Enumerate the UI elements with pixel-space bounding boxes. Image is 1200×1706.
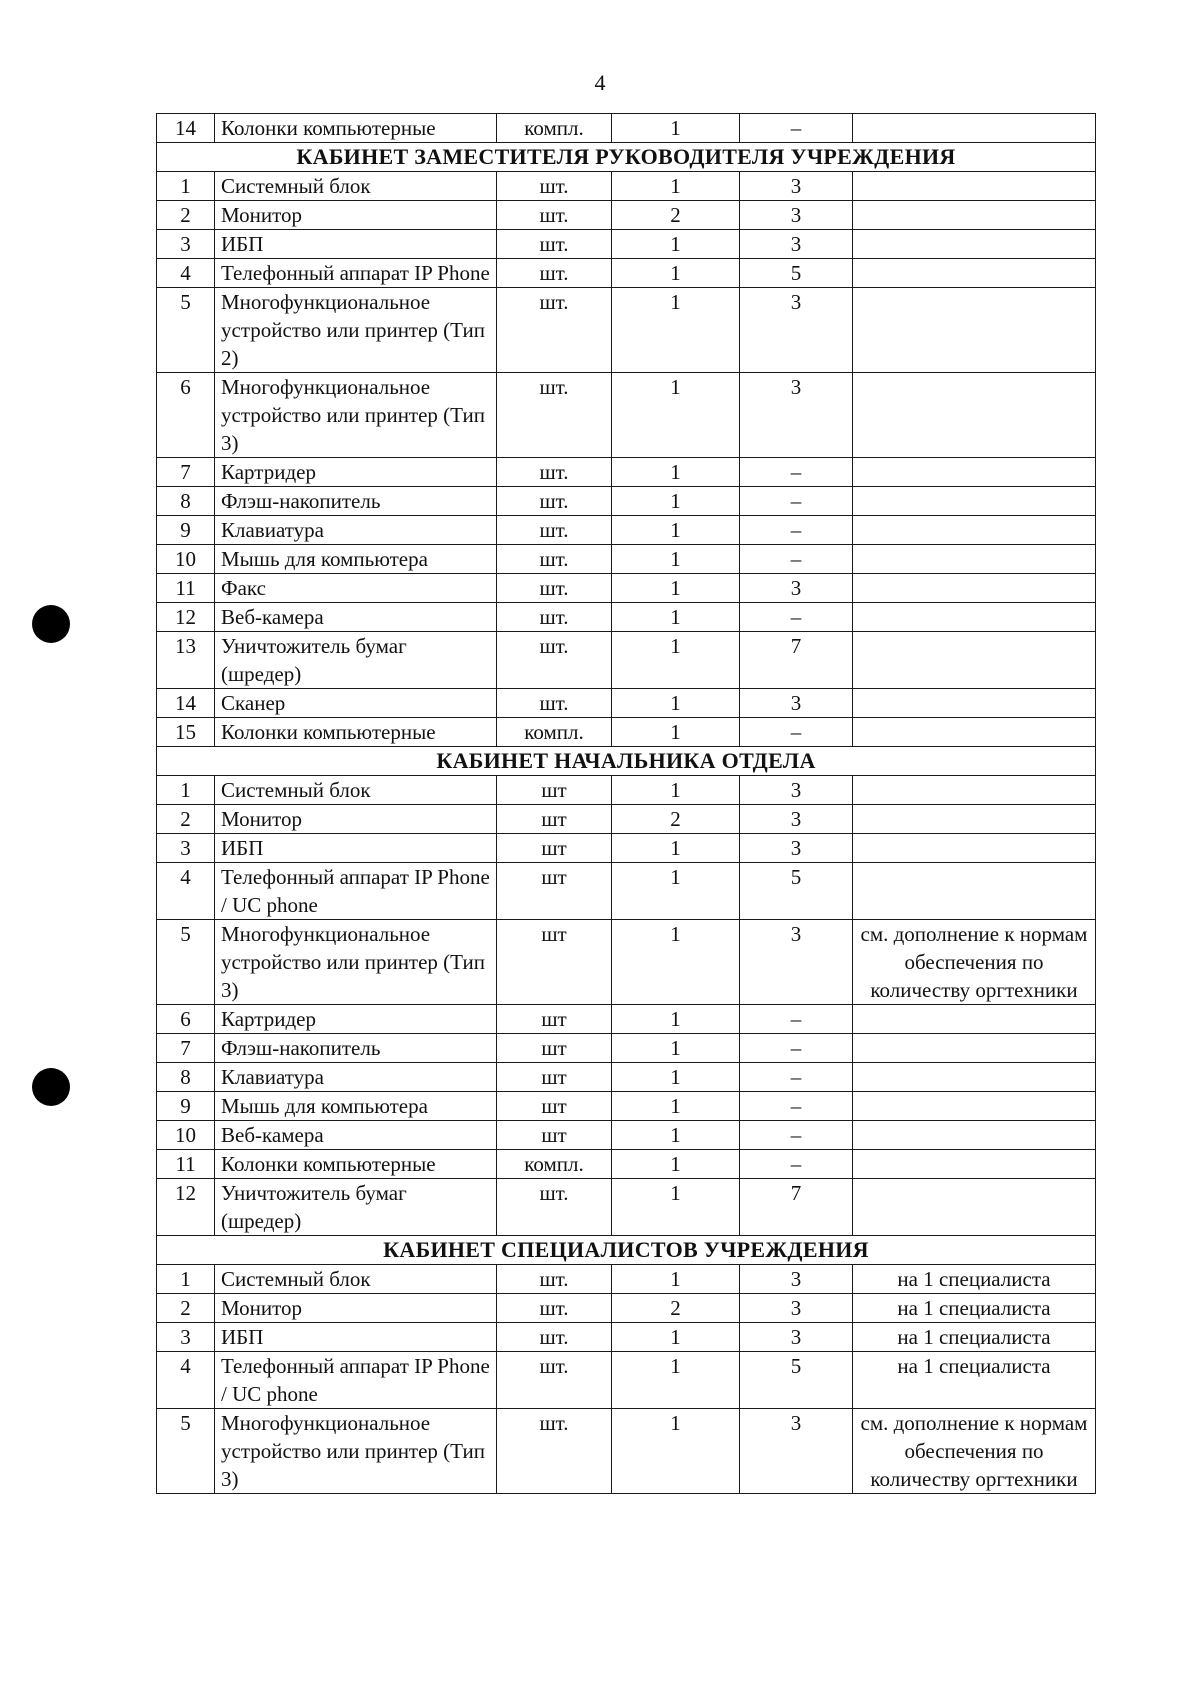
item-unit: шт. bbox=[497, 545, 612, 574]
item-quantity: 1 bbox=[612, 834, 740, 863]
section-title: КАБИНЕТ СПЕЦИАЛИСТОВ УЧРЕЖДЕНИЯ bbox=[157, 1236, 1096, 1265]
item-service-years: – bbox=[740, 1121, 853, 1150]
item-unit: шт bbox=[497, 1063, 612, 1092]
item-note: на 1 специалиста bbox=[853, 1265, 1096, 1294]
item-note bbox=[853, 863, 1096, 920]
item-quantity: 1 bbox=[612, 458, 740, 487]
item-quantity: 1 bbox=[612, 1352, 740, 1409]
item-name: Многофункциональное устройство или принтер (Тип 3) bbox=[215, 1409, 497, 1494]
item-quantity: 1 bbox=[612, 776, 740, 805]
item-unit: шт. bbox=[497, 1352, 612, 1409]
punch-hole-1 bbox=[32, 605, 70, 643]
table-row bbox=[157, 172, 1096, 201]
table-row bbox=[157, 776, 1096, 805]
item-note bbox=[853, 172, 1096, 201]
row-number: 1 bbox=[157, 776, 215, 805]
item-name: Монитор bbox=[215, 1294, 497, 1323]
row-number: 1 bbox=[157, 1265, 215, 1294]
section-header-row bbox=[157, 1236, 1096, 1265]
table-row bbox=[157, 1005, 1096, 1034]
row-number: 4 bbox=[157, 259, 215, 288]
row-number: 4 bbox=[157, 1352, 215, 1409]
row-number: 9 bbox=[157, 516, 215, 545]
item-quantity: 1 bbox=[612, 920, 740, 1005]
item-note: на 1 специалиста bbox=[853, 1323, 1096, 1352]
item-note bbox=[853, 201, 1096, 230]
item-note bbox=[853, 1121, 1096, 1150]
item-service-years: – bbox=[740, 114, 853, 143]
row-number: 12 bbox=[157, 603, 215, 632]
item-unit: компл. bbox=[497, 718, 612, 747]
item-note bbox=[853, 114, 1096, 143]
item-name: ИБП bbox=[215, 230, 497, 259]
item-unit: шт. bbox=[497, 603, 612, 632]
section-header-row bbox=[157, 143, 1096, 172]
row-number: 3 bbox=[157, 230, 215, 259]
item-unit: шт. bbox=[497, 373, 612, 458]
item-note bbox=[853, 718, 1096, 747]
section-title: КАБИНЕТ НАЧАЛЬНИКА ОТДЕЛА bbox=[157, 747, 1096, 776]
item-name: Системный блок bbox=[215, 172, 497, 201]
item-note bbox=[853, 805, 1096, 834]
row-number: 3 bbox=[157, 834, 215, 863]
item-quantity: 1 bbox=[612, 632, 740, 689]
table-row bbox=[157, 632, 1096, 689]
item-service-years: 3 bbox=[740, 920, 853, 1005]
item-unit: шт. bbox=[497, 1409, 612, 1494]
table-row bbox=[157, 574, 1096, 603]
row-number: 13 bbox=[157, 632, 215, 689]
item-name: Мышь для компьютера bbox=[215, 1092, 497, 1121]
table-row bbox=[157, 1294, 1096, 1323]
item-name: Флэш-накопитель bbox=[215, 1034, 497, 1063]
row-number: 14 bbox=[157, 114, 215, 143]
item-quantity: 1 bbox=[612, 718, 740, 747]
item-note bbox=[853, 288, 1096, 373]
item-unit: шт. bbox=[497, 1323, 612, 1352]
item-unit: шт. bbox=[497, 487, 612, 516]
item-service-years: 3 bbox=[740, 373, 853, 458]
item-service-years: 3 bbox=[740, 574, 853, 603]
section-title: КАБИНЕТ ЗАМЕСТИТЕЛЯ РУКОВОДИТЕЛЯ УЧРЕЖДЕНИЯ bbox=[157, 143, 1096, 172]
row-number: 6 bbox=[157, 373, 215, 458]
item-unit: шт bbox=[497, 1034, 612, 1063]
row-number: 15 bbox=[157, 718, 215, 747]
item-service-years: 3 bbox=[740, 805, 853, 834]
item-name: Многофункциональное устройство или принтер (Тип 2) bbox=[215, 288, 497, 373]
item-service-years: – bbox=[740, 487, 853, 516]
row-number: 11 bbox=[157, 1150, 215, 1179]
item-service-years: 3 bbox=[740, 1294, 853, 1323]
item-service-years: – bbox=[740, 1092, 853, 1121]
item-unit: компл. bbox=[497, 1150, 612, 1179]
punch-hole-2 bbox=[32, 1068, 70, 1106]
item-name: Телефонный аппарат IP Phone / UC phone bbox=[215, 1352, 497, 1409]
item-service-years: 5 bbox=[740, 863, 853, 920]
item-quantity: 1 bbox=[612, 1034, 740, 1063]
item-name: Уничтожитель бумаг (шредер) bbox=[215, 1179, 497, 1236]
item-quantity: 1 bbox=[612, 1063, 740, 1092]
item-unit: шт bbox=[497, 805, 612, 834]
item-quantity: 1 bbox=[612, 288, 740, 373]
item-unit: шт. bbox=[497, 1179, 612, 1236]
item-service-years: 3 bbox=[740, 834, 853, 863]
item-note bbox=[853, 689, 1096, 718]
row-number: 7 bbox=[157, 1034, 215, 1063]
item-name: Системный блок bbox=[215, 1265, 497, 1294]
equipment-table bbox=[156, 113, 1096, 1494]
table-row bbox=[157, 834, 1096, 863]
row-number: 2 bbox=[157, 805, 215, 834]
table-row bbox=[157, 1150, 1096, 1179]
item-unit: шт. bbox=[497, 259, 612, 288]
table-row bbox=[157, 1063, 1096, 1092]
item-note bbox=[853, 230, 1096, 259]
item-quantity: 1 bbox=[612, 259, 740, 288]
item-service-years: – bbox=[740, 1150, 853, 1179]
item-service-years: – bbox=[740, 1005, 853, 1034]
item-quantity: 1 bbox=[612, 373, 740, 458]
item-unit: шт bbox=[497, 863, 612, 920]
item-quantity: 1 bbox=[612, 1265, 740, 1294]
item-quantity: 1 bbox=[612, 1179, 740, 1236]
table-row bbox=[157, 230, 1096, 259]
item-unit: шт. bbox=[497, 516, 612, 545]
item-name: Колонки компьютерные bbox=[215, 114, 497, 143]
row-number: 8 bbox=[157, 487, 215, 516]
item-quantity: 1 bbox=[612, 689, 740, 718]
item-unit: шт. bbox=[497, 632, 612, 689]
table-row bbox=[157, 259, 1096, 288]
item-note: см. дополнение к нормам обеспечения по количеству оргтехники bbox=[853, 920, 1096, 1005]
item-name: Колонки компьютерные bbox=[215, 718, 497, 747]
row-number: 14 bbox=[157, 689, 215, 718]
item-name: Телефонный аппарат IP Phone / UC phone bbox=[215, 863, 497, 920]
table-row bbox=[157, 545, 1096, 574]
item-unit: шт. bbox=[497, 1294, 612, 1323]
item-name: Факс bbox=[215, 574, 497, 603]
item-service-years: 3 bbox=[740, 1323, 853, 1352]
item-service-years: 3 bbox=[740, 201, 853, 230]
item-service-years: 3 bbox=[740, 172, 853, 201]
table-row bbox=[157, 114, 1096, 143]
equipment-table-wrapper bbox=[156, 113, 1095, 1494]
item-note bbox=[853, 545, 1096, 574]
item-unit: шт. bbox=[497, 458, 612, 487]
row-number: 7 bbox=[157, 458, 215, 487]
row-number: 3 bbox=[157, 1323, 215, 1352]
item-quantity: 1 bbox=[612, 114, 740, 143]
item-name: Мышь для компьютера bbox=[215, 545, 497, 574]
table-row bbox=[157, 1409, 1096, 1494]
item-note bbox=[853, 259, 1096, 288]
row-number: 9 bbox=[157, 1092, 215, 1121]
table-row bbox=[157, 1265, 1096, 1294]
item-quantity: 1 bbox=[612, 1409, 740, 1494]
item-quantity: 1 bbox=[612, 1005, 740, 1034]
item-name: Многофункциональное устройство или принтер (Тип 3) bbox=[215, 920, 497, 1005]
table-row bbox=[157, 1323, 1096, 1352]
item-quantity: 1 bbox=[612, 1121, 740, 1150]
row-number: 12 bbox=[157, 1179, 215, 1236]
row-number: 11 bbox=[157, 574, 215, 603]
item-quantity: 2 bbox=[612, 201, 740, 230]
table-row bbox=[157, 487, 1096, 516]
item-service-years: 3 bbox=[740, 776, 853, 805]
item-name: Клавиатура bbox=[215, 516, 497, 545]
table-row bbox=[157, 458, 1096, 487]
item-quantity: 1 bbox=[612, 516, 740, 545]
item-quantity: 1 bbox=[612, 545, 740, 574]
table-row bbox=[157, 718, 1096, 747]
item-note: на 1 специалиста bbox=[853, 1294, 1096, 1323]
item-note bbox=[853, 1092, 1096, 1121]
row-number: 5 bbox=[157, 1409, 215, 1494]
row-number: 8 bbox=[157, 1063, 215, 1092]
item-name: Веб-камера bbox=[215, 1121, 497, 1150]
table-row bbox=[157, 920, 1096, 1005]
item-unit: шт bbox=[497, 776, 612, 805]
row-number: 4 bbox=[157, 863, 215, 920]
item-quantity: 1 bbox=[612, 863, 740, 920]
item-note bbox=[853, 458, 1096, 487]
item-service-years: 3 bbox=[740, 689, 853, 718]
row-number: 1 bbox=[157, 172, 215, 201]
item-note: на 1 специалиста bbox=[853, 1352, 1096, 1409]
item-note: см. дополнение к нормам обеспечения по количеству оргтехники bbox=[853, 1409, 1096, 1494]
table-row bbox=[157, 1034, 1096, 1063]
item-note bbox=[853, 632, 1096, 689]
item-name: Монитор bbox=[215, 201, 497, 230]
item-unit: шт. bbox=[497, 689, 612, 718]
item-unit: шт bbox=[497, 834, 612, 863]
item-service-years: – bbox=[740, 1063, 853, 1092]
table-row bbox=[157, 1121, 1096, 1150]
table-row bbox=[157, 805, 1096, 834]
item-quantity: 1 bbox=[612, 1323, 740, 1352]
item-unit: шт bbox=[497, 1121, 612, 1150]
item-name: Монитор bbox=[215, 805, 497, 834]
item-quantity: 2 bbox=[612, 805, 740, 834]
item-service-years: – bbox=[740, 718, 853, 747]
item-name: Колонки компьютерные bbox=[215, 1150, 497, 1179]
item-note bbox=[853, 1005, 1096, 1034]
item-service-years: 7 bbox=[740, 1179, 853, 1236]
table-row bbox=[157, 863, 1096, 920]
item-unit: шт. bbox=[497, 230, 612, 259]
item-name: Флэш-накопитель bbox=[215, 487, 497, 516]
item-name: Картридер bbox=[215, 458, 497, 487]
item-note bbox=[853, 834, 1096, 863]
item-note bbox=[853, 487, 1096, 516]
item-name: Телефонный аппарат IP Phone bbox=[215, 259, 497, 288]
item-quantity: 2 bbox=[612, 1294, 740, 1323]
item-name: Картридер bbox=[215, 1005, 497, 1034]
item-service-years: 5 bbox=[740, 1352, 853, 1409]
item-unit: шт bbox=[497, 1092, 612, 1121]
item-name: Уничтожитель бумаг (шредер) bbox=[215, 632, 497, 689]
item-service-years: – bbox=[740, 545, 853, 574]
table-row bbox=[157, 1352, 1096, 1409]
item-note bbox=[853, 1063, 1096, 1092]
item-quantity: 1 bbox=[612, 172, 740, 201]
item-name: Веб-камера bbox=[215, 603, 497, 632]
item-note bbox=[853, 1179, 1096, 1236]
item-service-years: 5 bbox=[740, 259, 853, 288]
item-service-years: 3 bbox=[740, 288, 853, 373]
item-unit: шт bbox=[497, 1005, 612, 1034]
table-row bbox=[157, 1179, 1096, 1236]
table-row bbox=[157, 288, 1096, 373]
item-unit: шт. bbox=[497, 288, 612, 373]
table-row bbox=[157, 516, 1096, 545]
item-note bbox=[853, 776, 1096, 805]
item-service-years: – bbox=[740, 1034, 853, 1063]
item-note bbox=[853, 603, 1096, 632]
table-row bbox=[157, 1092, 1096, 1121]
item-unit: шт. bbox=[497, 201, 612, 230]
item-name: ИБП bbox=[215, 834, 497, 863]
item-service-years: 3 bbox=[740, 1265, 853, 1294]
table-row bbox=[157, 373, 1096, 458]
item-service-years: – bbox=[740, 516, 853, 545]
item-quantity: 1 bbox=[612, 487, 740, 516]
item-quantity: 1 bbox=[612, 230, 740, 259]
page-number: 4 bbox=[594, 70, 606, 95]
item-unit: компл. bbox=[497, 114, 612, 143]
item-service-years: 7 bbox=[740, 632, 853, 689]
table-row bbox=[157, 689, 1096, 718]
section-header-row bbox=[157, 747, 1096, 776]
table-row bbox=[157, 603, 1096, 632]
row-number: 10 bbox=[157, 545, 215, 574]
item-note bbox=[853, 373, 1096, 458]
item-quantity: 1 bbox=[612, 603, 740, 632]
row-number: 5 bbox=[157, 288, 215, 373]
item-quantity: 1 bbox=[612, 1150, 740, 1179]
row-number: 2 bbox=[157, 201, 215, 230]
row-number: 10 bbox=[157, 1121, 215, 1150]
item-name: Системный блок bbox=[215, 776, 497, 805]
item-service-years: 3 bbox=[740, 230, 853, 259]
item-service-years: – bbox=[740, 603, 853, 632]
item-name: ИБП bbox=[215, 1323, 497, 1352]
row-number: 6 bbox=[157, 1005, 215, 1034]
item-service-years: – bbox=[740, 458, 853, 487]
row-number: 5 bbox=[157, 920, 215, 1005]
item-note bbox=[853, 1150, 1096, 1179]
item-name: Многофункциональное устройство или принтер (Тип 3) bbox=[215, 373, 497, 458]
item-note bbox=[853, 574, 1096, 603]
item-note bbox=[853, 1034, 1096, 1063]
item-note bbox=[853, 516, 1096, 545]
item-unit: шт. bbox=[497, 172, 612, 201]
item-unit: шт bbox=[497, 920, 612, 1005]
item-unit: шт. bbox=[497, 574, 612, 603]
item-name: Клавиатура bbox=[215, 1063, 497, 1092]
item-service-years: 3 bbox=[740, 1409, 853, 1494]
item-unit: шт. bbox=[497, 1265, 612, 1294]
row-number: 2 bbox=[157, 1294, 215, 1323]
item-name: Сканер bbox=[215, 689, 497, 718]
item-quantity: 1 bbox=[612, 1092, 740, 1121]
table-row bbox=[157, 201, 1096, 230]
item-quantity: 1 bbox=[612, 574, 740, 603]
